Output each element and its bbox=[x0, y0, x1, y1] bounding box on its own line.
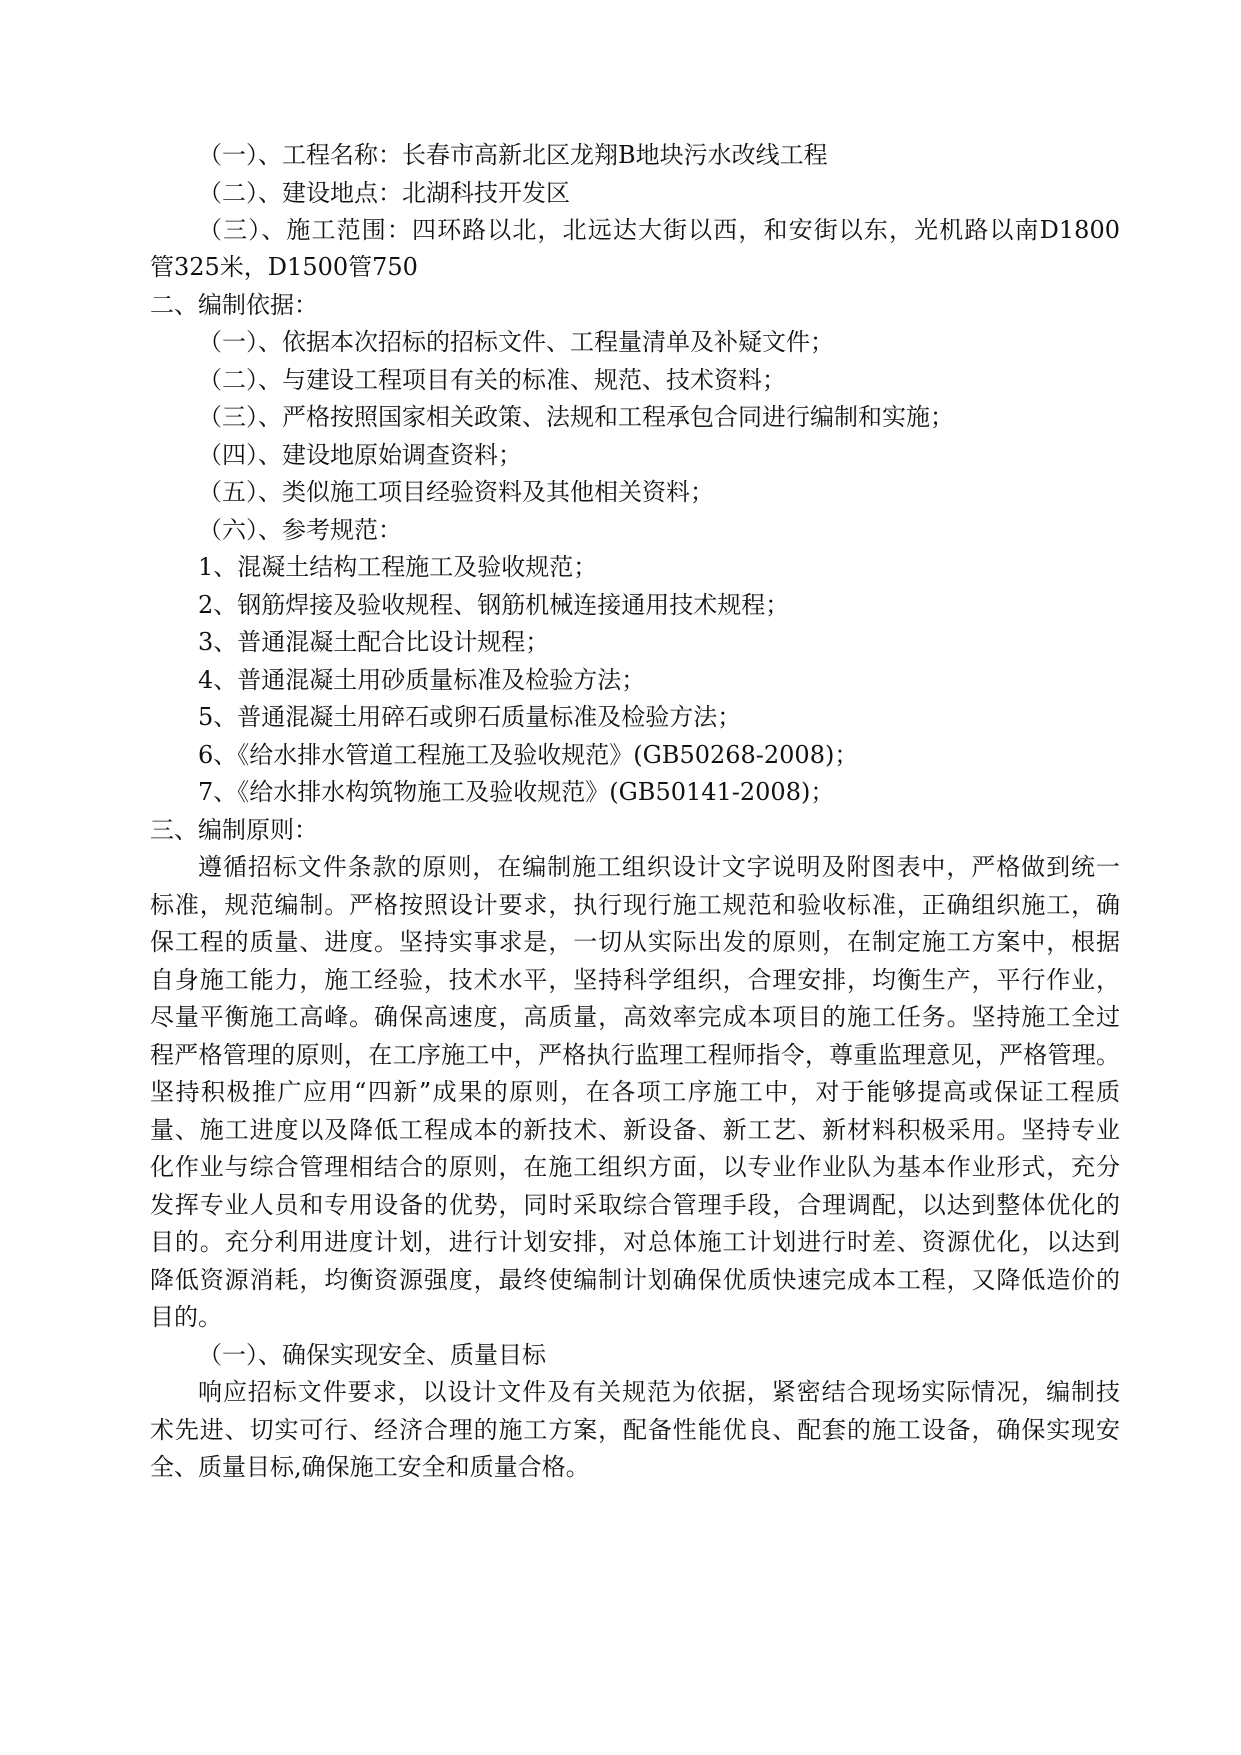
reference-code: 4、普通混凝土用砂质量标准及检验方法； bbox=[198, 666, 646, 694]
basis-item: （六）、参考规范： bbox=[198, 516, 402, 544]
paragraph-line: 响应招标文件要求，以设计文件及有关规范为依据，紧密结合现场实际情况，编制技 bbox=[198, 1378, 1120, 1406]
paragraph-line: 遵循招标文件条款的原则，在编制施工组织设计文字说明及附图表中，严格做到统一 bbox=[198, 853, 1120, 881]
paragraph-line: 发挥专业人员和专用设备的优势，同时采取综合管理手段，合理调配，以达到整体优化的 bbox=[150, 1191, 1120, 1219]
paragraph-line: 尽量平衡施工高峰。确保高速度，高质量，高效率完成本项目的施工任务。坚持施工全过 bbox=[150, 1003, 1120, 1031]
basis-item: （一）、依据本次招标的招标文件、工程量清单及补疑文件； bbox=[198, 328, 834, 356]
project-scope-line: （三）、施工范围：四环路以北，北远达大街以西，和安街以东，光机路以南D1800 bbox=[198, 216, 1120, 244]
section-heading-principles: 三、编制原则： bbox=[150, 816, 318, 844]
project-location: （二）、建设地点：北湖科技开发区 bbox=[198, 179, 570, 207]
paragraph-line: 保工程的质量、进度。坚持实事求是，一切从实际出发的原则，在制定施工方案中，根据 bbox=[150, 928, 1120, 956]
paragraph-line: 坚持积极推广应用“四新”成果的原则，在各项工序施工中，对于能够提高或保证工程质 bbox=[150, 1078, 1120, 1106]
paragraph-line: 目的。充分利用进度计划，进行计划安排，对总体施工计划进行时差、资源优化，以达到 bbox=[150, 1228, 1120, 1256]
basis-item: （二）、与建设工程项目有关的标准、规范、技术资料； bbox=[198, 366, 786, 394]
paragraph-line: 程严格管理的原则，在工序施工中，严格执行监理工程师指令，尊重监理意见，严格管理。 bbox=[150, 1041, 1120, 1069]
subsection-heading: （一）、确保实现安全、质量目标 bbox=[198, 1341, 546, 1369]
project-name: （一）、工程名称：长春市高新北区龙翔B地块污水改线工程 bbox=[198, 141, 828, 169]
paragraph-line: 目的。 bbox=[150, 1303, 222, 1331]
paragraph-line: 化作业与综合管理相结合的原则，在施工组织方面，以专业作业队为基本作业形式，充分 bbox=[150, 1153, 1120, 1181]
project-scope-line: 管325米，D1500管750 bbox=[150, 253, 418, 281]
basis-item: （五）、类似施工项目经验资料及其他相关资料； bbox=[198, 478, 714, 506]
reference-code: 3、普通混凝土配合比设计规程； bbox=[198, 628, 550, 656]
reference-code: 7、《给水排水构筑物施工及验收规范》(GB50141-2008)； bbox=[198, 778, 835, 806]
basis-item: （四）、建设地原始调查资料； bbox=[198, 441, 522, 469]
reference-code: 1、混凝土结构工程施工及验收规范； bbox=[198, 553, 598, 581]
reference-code: 2、钢筋焊接及验收规程、钢筋机械连接通用技术规程； bbox=[198, 591, 790, 619]
paragraph-line: 自身施工能力，施工经验，技术水平，坚持科学组织，合理安排，均衡生产，平行作业， bbox=[150, 966, 1120, 994]
paragraph-line: 术先进、切实可行、经济合理的施工方案，配备性能优良、配套的施工设备，确保实现安 bbox=[150, 1416, 1120, 1444]
section-heading-basis: 二、编制依据： bbox=[150, 291, 318, 319]
reference-code: 6、《给水排水管道工程施工及验收规范》(GB50268-2008)； bbox=[198, 741, 859, 769]
paragraph-line: 降低资源消耗，均衡资源强度，最终使编制计划确保优质快速完成本工程，又降低造价的 bbox=[150, 1266, 1120, 1294]
paragraph-line: 全、质量目标,确保施工安全和质量合格。 bbox=[150, 1453, 590, 1481]
paragraph-line: 量、施工进度以及降低工程成本的新技术、新设备、新工艺、新材料积极采用。坚持专业 bbox=[150, 1116, 1120, 1144]
basis-item: （三）、严格按照国家相关政策、法规和工程承包合同进行编制和实施； bbox=[198, 403, 954, 431]
reference-code: 5、普通混凝土用碎石或卵石质量标准及检验方法； bbox=[198, 703, 742, 731]
paragraph-line: 标准，规范编制。严格按照设计要求，执行现行施工规范和验收标准，正确组织施工，确 bbox=[150, 891, 1120, 919]
